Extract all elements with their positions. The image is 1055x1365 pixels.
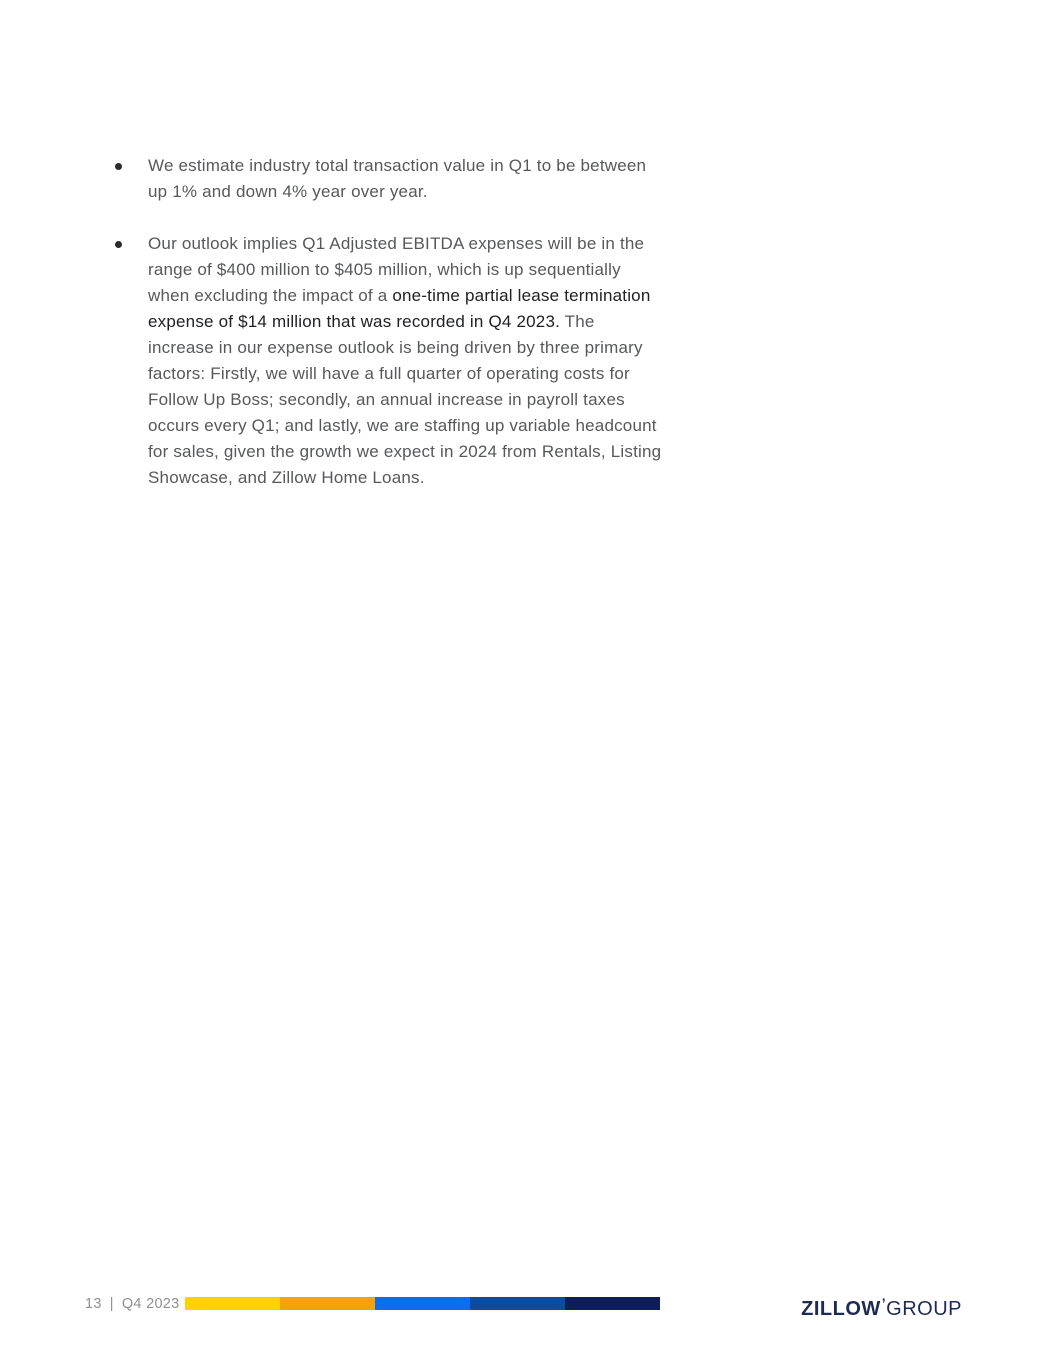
- brand-bar-segment-yellow: [185, 1297, 280, 1310]
- page-number: 13: [85, 1296, 102, 1312]
- zillow-group-logo: [801, 1292, 962, 1320]
- brand-color-bar: [185, 1297, 660, 1310]
- page-label-separator: |: [109, 1296, 114, 1312]
- bullet-text-ebitda-expenses: [148, 231, 663, 491]
- list-item: [115, 153, 663, 205]
- bullet-text-emphasis-segment: one-time partial lease termination expense of $14 million that was recorded in Q4 2023.: [148, 286, 651, 331]
- bullet-text-segment: The increase in our expense outlook is being driven by three primary factors: Firstly, we will have a full quarter of operating costs for Follow Up Boss; secondly, an annual increase in payroll taxes occurs every Q1; and lastly, we are staffing up variable headcount for sales, given the growth we expect in 2024 from Rentals, Listing Showcase, and Zillow Home Loans.: [148, 312, 662, 487]
- period-label: Q4 2023: [121, 1296, 180, 1312]
- brand-bar-segment-blue: [375, 1297, 470, 1310]
- bullet-list: [115, 153, 663, 491]
- brand-bar-segment-orange: [280, 1297, 375, 1310]
- bullet-text-segment: Our outlook implies Q1 Adjusted EBITDA expenses will be in the range of $400 million to $405 million, which is up sequentially when excluding the impact of a: [148, 234, 645, 305]
- logo-group-text: GROUP: [886, 1298, 962, 1320]
- outlook-bullets-section: [115, 153, 663, 517]
- brand-bar-segment-navy: [565, 1297, 660, 1310]
- page-footer: [0, 1290, 1055, 1320]
- brand-bar-segment-medium-blue: [470, 1297, 565, 1310]
- footer-page-label: [85, 1296, 180, 1312]
- logo-mark-icon: ’: [881, 1295, 887, 1311]
- list-item: [115, 231, 663, 491]
- bullet-text-transaction-value: [148, 153, 663, 205]
- bullet-icon: [115, 241, 122, 248]
- bullet-icon: [115, 163, 122, 170]
- logo-zillow-text: ZILLOW: [801, 1298, 881, 1320]
- bullet-text-segment: We estimate industry total transaction value in Q1 to be between up 1% and down 4% year over year.: [148, 156, 647, 201]
